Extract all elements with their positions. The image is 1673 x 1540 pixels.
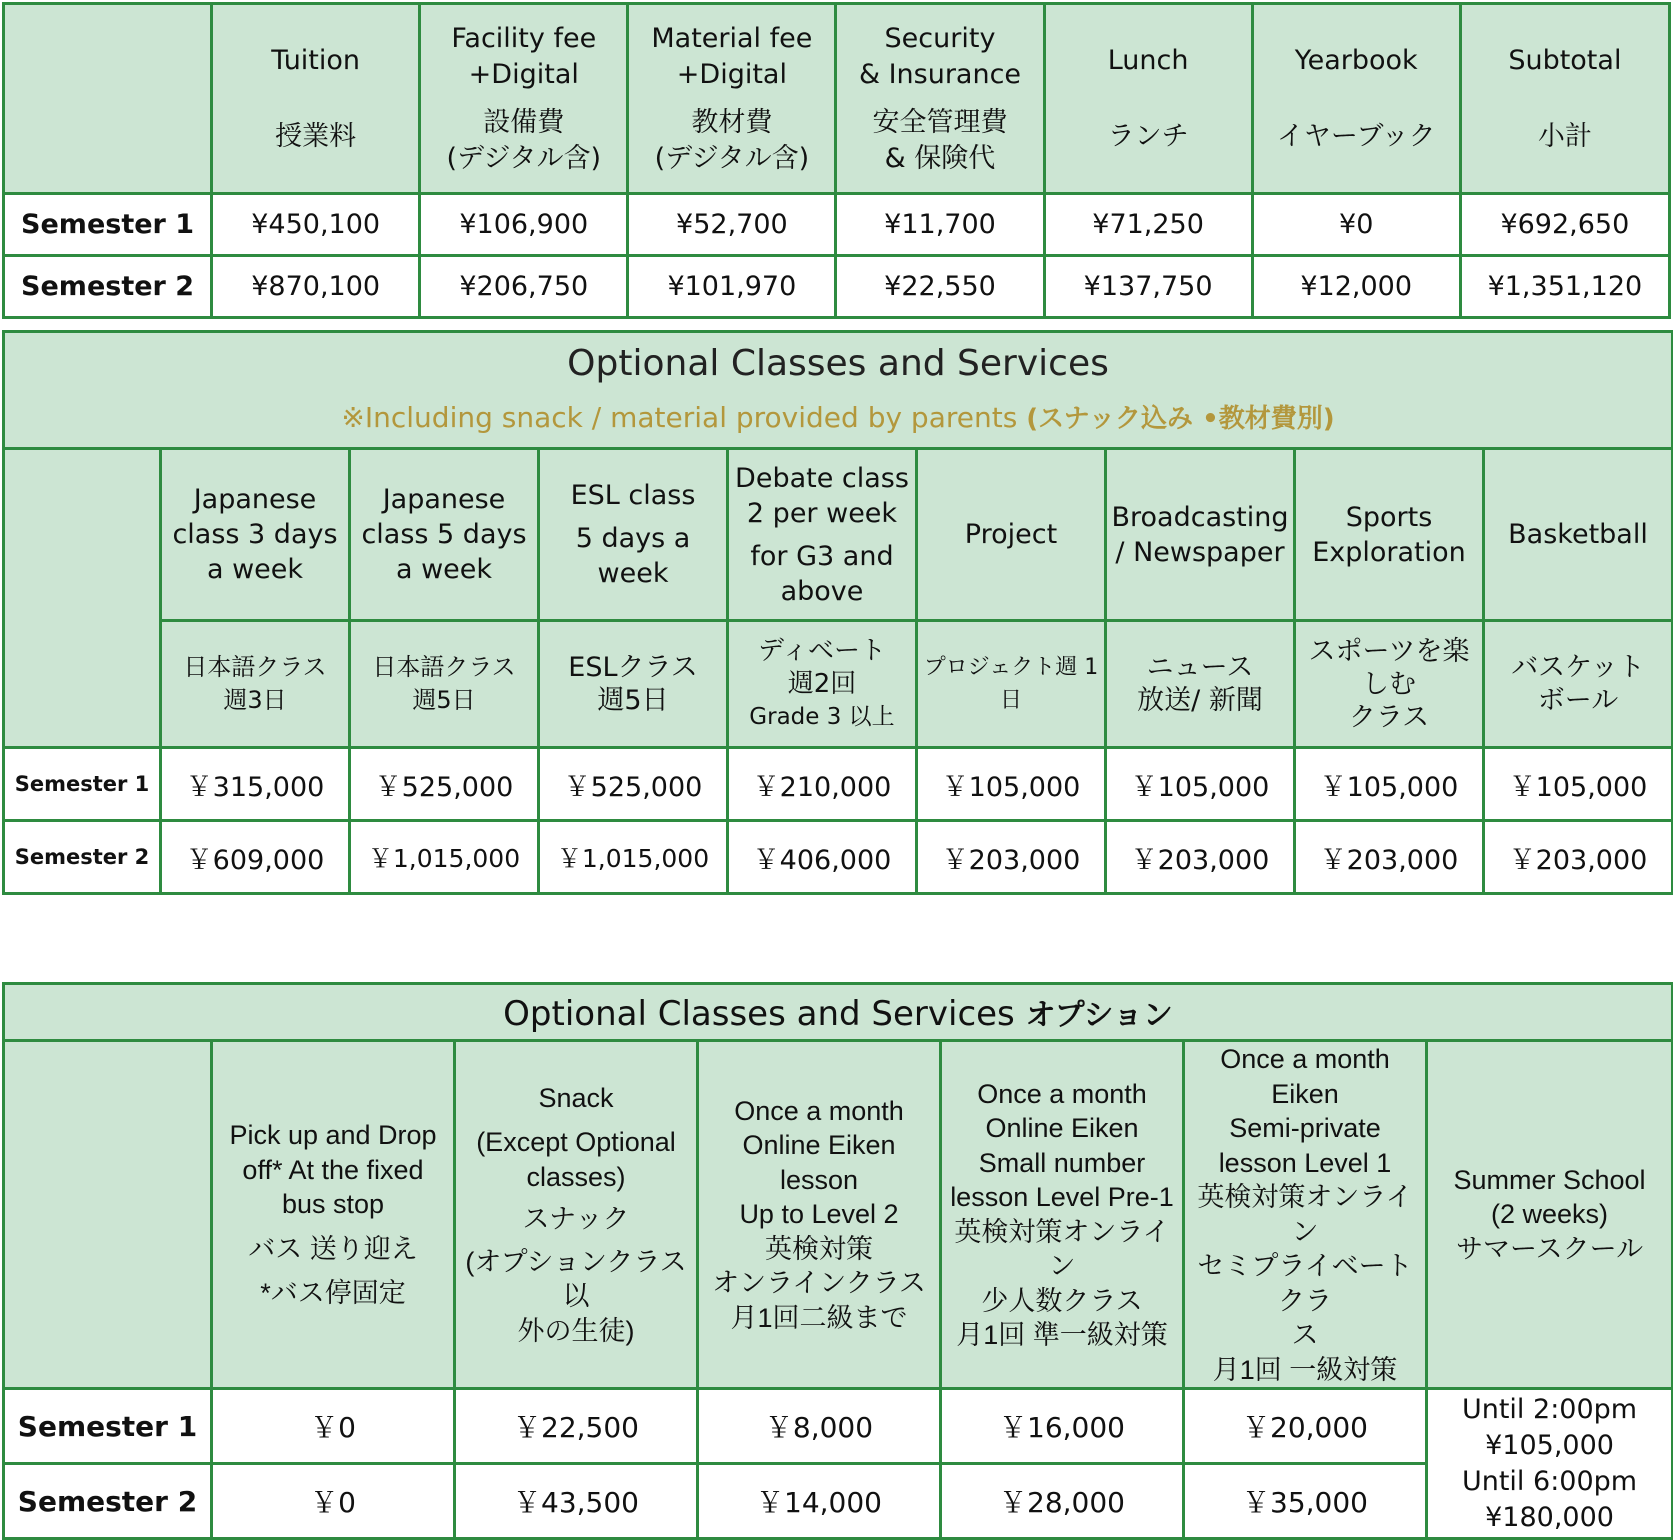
- header-line: セミプライベートクラ: [1197, 1251, 1413, 1316]
- fee-cell: ¥11,700: [836, 194, 1044, 256]
- price-cell: ￥525,000: [539, 748, 728, 821]
- summer-option-price: ¥180,000: [1485, 1501, 1614, 1533]
- column-header-facility-fee: [420, 4, 628, 194]
- price-cell: ￥0: [212, 1464, 455, 1539]
- section-note: [5, 396, 1671, 441]
- price-cell: ￥203,000: [1484, 821, 1673, 894]
- header-line: Online Eiken: [985, 1113, 1139, 1143]
- header-jp: イヤーブック: [1276, 120, 1436, 152]
- header-en: class 5 days: [361, 519, 527, 550]
- header-jp: 放送/ 新聞: [1137, 685, 1263, 716]
- column-header-bus-pickup: [212, 1041, 455, 1389]
- section-title-jp: オプション: [1025, 998, 1173, 1033]
- header-jp: (デジタル含): [446, 142, 601, 174]
- header-line: classes): [526, 1161, 626, 1192]
- price-cell: ￥1,015,000: [539, 821, 728, 894]
- row-label: Semester 2: [4, 256, 212, 318]
- header-line: Small number: [978, 1147, 1146, 1178]
- fee-cell: ¥137,750: [1044, 256, 1252, 318]
- summer-option-label: Until 6:00pm: [1461, 1465, 1638, 1497]
- column-header-jp: [1106, 621, 1295, 748]
- header-jp: 日本語クラス: [183, 653, 327, 681]
- header-en: Material fee: [651, 22, 813, 54]
- price-cell: ￥14,000: [698, 1464, 941, 1539]
- header-line: lesson: [779, 1164, 859, 1195]
- header-jp: 週3日: [223, 686, 287, 714]
- header-line: 少人数クラス: [981, 1285, 1143, 1316]
- header-en: a week: [395, 554, 493, 585]
- header-line: (Except Optional: [476, 1127, 676, 1158]
- header-en: +Digital: [676, 58, 787, 90]
- fee-cell: ¥206,750: [420, 256, 628, 318]
- fees-table: [2, 2, 1671, 319]
- header-en: Facility fee: [451, 22, 597, 54]
- header-jp: 安全管理費: [872, 106, 1008, 138]
- header-en: Lunch: [1107, 44, 1189, 76]
- header-en: / Newspaper: [1115, 536, 1285, 568]
- column-header-jp: [728, 621, 917, 748]
- fee-cell: ¥870,100: [212, 256, 420, 318]
- header-line: lesson Level Pre-1: [950, 1182, 1174, 1212]
- header-jp: 週2回: [787, 668, 857, 699]
- column-header-japanese-5: [350, 449, 539, 621]
- column-header-eiken-level-2: [698, 1041, 941, 1389]
- header-jp: ニュース: [1146, 652, 1254, 683]
- header-jp: Grade 3 以上: [749, 703, 895, 730]
- header-line: Once a month: [977, 1078, 1147, 1109]
- header-en: Debate class: [735, 462, 909, 494]
- row-label: Semester 2: [4, 1464, 212, 1539]
- header-en: Subtotal: [1508, 44, 1622, 76]
- header-en: +Digital: [468, 58, 579, 90]
- table-row: [4, 821, 1673, 894]
- fee-cell: ¥450,100: [212, 194, 420, 256]
- fee-cell: ¥101,970: [628, 256, 836, 318]
- subtotal-cell: ¥1,351,120: [1460, 256, 1669, 318]
- column-header-tuition: [212, 4, 420, 194]
- header-en: a week: [206, 554, 304, 585]
- column-header-yearbook: [1252, 4, 1460, 194]
- price-cell: ￥43,500: [455, 1464, 698, 1539]
- header-en: Japanese: [193, 484, 317, 515]
- header-line: lesson Level 1: [1218, 1147, 1392, 1178]
- section-title: Optional Classes and Services: [503, 994, 1015, 1034]
- header-en: & Insurance: [858, 58, 1022, 90]
- column-header-jp: [1484, 621, 1673, 748]
- note-jp: (スナック込み •教材費別): [1026, 403, 1335, 434]
- header-jp: しむ: [1362, 668, 1416, 700]
- price-cell: ￥105,000: [1484, 748, 1673, 821]
- price-cell: ￥8,000: [698, 1389, 941, 1464]
- header-line: 英検対策オンライン: [1197, 1182, 1413, 1247]
- price-cell: ￥35,000: [1184, 1464, 1427, 1539]
- header-line: Up to Level 2: [739, 1199, 899, 1230]
- note-en: ※Including snack / material provided by parents: [341, 400, 1018, 434]
- subtotal-cell: ¥692,650: [1460, 194, 1669, 256]
- row-label: Semester 2: [4, 821, 161, 894]
- corner-cell: [4, 4, 212, 194]
- column-header-sports: [1295, 449, 1484, 621]
- header-jp: (デジタル含): [654, 142, 810, 174]
- column-header-debate: [728, 449, 917, 621]
- optional-services-table: [2, 982, 1673, 1540]
- price-cell: ￥105,000: [1295, 748, 1484, 821]
- section-title-cell: [4, 332, 1673, 449]
- header-jp: 週5日: [597, 685, 669, 716]
- price-cell: ￥105,000: [1106, 748, 1295, 821]
- price-cell: ￥203,000: [917, 821, 1106, 894]
- header-jp: 小計: [1537, 120, 1592, 152]
- header-jp: 設備費: [483, 106, 565, 138]
- corner-cell: [4, 1041, 212, 1389]
- header-en: Project: [964, 519, 1058, 550]
- header-en: Exploration: [1312, 536, 1466, 568]
- column-header-jp: [1295, 621, 1484, 748]
- price-cell: ￥203,000: [1295, 821, 1484, 894]
- table-row: [4, 1389, 1673, 1464]
- header-line: Eiken: [1271, 1078, 1339, 1109]
- header-line: 月1回 一級対策: [1212, 1354, 1398, 1385]
- column-header-esl: [539, 449, 728, 621]
- header-en: 5 days a: [575, 523, 691, 554]
- header-line: 月1回 準一級対策: [956, 1320, 1168, 1350]
- header-en: 2 per week: [746, 497, 898, 529]
- price-cell: ￥28,000: [941, 1464, 1184, 1539]
- header-jp: ランチ: [1107, 120, 1189, 152]
- price-cell: ￥1,015,000: [350, 821, 539, 894]
- header-row-jp: [4, 621, 1673, 748]
- section-title-cell: [4, 984, 1673, 1041]
- price-cell: ￥406,000: [728, 821, 917, 894]
- column-header-project: [917, 449, 1106, 621]
- column-header-eiken-pre-1: [941, 1041, 1184, 1389]
- header-en: above: [780, 575, 864, 607]
- column-header-jp: [350, 621, 539, 748]
- price-cell: ￥22,500: [455, 1389, 698, 1464]
- table-row: [4, 194, 1670, 256]
- header-jp: 週5日: [412, 686, 476, 714]
- header-jp: スポーツを楽: [1308, 635, 1470, 667]
- header-line: Pick up and Drop: [229, 1120, 437, 1151]
- header-en: class 3 days: [172, 519, 338, 550]
- row-label: Semester 1: [4, 748, 161, 821]
- header-line: 外の生徒): [517, 1315, 635, 1346]
- header-en: Basketball: [1508, 519, 1648, 550]
- price-cell: ￥525,000: [350, 748, 539, 821]
- price-cell: ￥315,000: [161, 748, 350, 821]
- column-header-subtotal: [1460, 4, 1669, 194]
- column-header-material-fee: [628, 4, 836, 194]
- price-cell: ￥0: [212, 1389, 455, 1464]
- price-cell: ￥203,000: [1106, 821, 1295, 894]
- header-jp: ディベート: [758, 635, 886, 666]
- header-jp: クラス: [1348, 701, 1430, 733]
- column-header-basketball: [1484, 449, 1673, 621]
- header-line: Summer School: [1453, 1164, 1646, 1195]
- price-cell: ￥609,000: [161, 821, 350, 894]
- header-jp: 授業料: [275, 120, 357, 152]
- header-en: for G3 and: [750, 540, 894, 572]
- header-jp: 日: [999, 688, 1022, 713]
- header-jp: 教材費: [691, 106, 773, 138]
- header-line: オンラインクラス: [712, 1268, 926, 1299]
- price-cell: ￥210,000: [728, 748, 917, 821]
- row-label: Semester 1: [4, 194, 212, 256]
- corner-cell: [4, 449, 161, 748]
- header-en: Japanese: [382, 484, 506, 515]
- header-jp: & 保険代: [884, 142, 996, 174]
- header-line: 英検対策: [765, 1233, 873, 1264]
- fee-cell: ¥12,000: [1252, 256, 1460, 318]
- column-header-security-insurance: [836, 4, 1044, 194]
- header-jp: ESLクラス: [568, 652, 698, 683]
- header-line: 英検対策オンライン: [954, 1216, 1170, 1281]
- header-line: バス 送り迎え: [248, 1233, 418, 1264]
- header-jp: ボール: [1537, 685, 1619, 716]
- header-row: [4, 1041, 1673, 1389]
- column-header-summer-school: [1427, 1041, 1673, 1389]
- column-header-japanese-3: [161, 449, 350, 621]
- header-en: Yearbook: [1294, 44, 1418, 76]
- header-en: Sports: [1345, 501, 1433, 533]
- header-jp: プロジェクト週 1: [923, 655, 1099, 680]
- header-line: Snack: [538, 1082, 614, 1113]
- column-header-jp: [917, 621, 1106, 748]
- header-en: Broadcasting: [1111, 501, 1289, 533]
- header-line: Once a month: [1220, 1044, 1390, 1074]
- header-line: (オプションクラス以: [465, 1246, 687, 1312]
- header-line: ス: [1291, 1320, 1319, 1350]
- column-header-snack: [455, 1041, 698, 1389]
- price-cell: ￥16,000: [941, 1389, 1184, 1464]
- header-line: Online Eiken: [742, 1130, 896, 1161]
- column-header-eiken-level-1: [1184, 1041, 1427, 1389]
- summer-option-price: ¥105,000: [1485, 1429, 1614, 1461]
- fee-cell: ¥22,550: [836, 256, 1044, 318]
- summer-option-label: Until 2:00pm: [1461, 1393, 1638, 1425]
- header-line: bus stop: [281, 1189, 385, 1220]
- header-jp: 日本語クラス: [372, 653, 516, 681]
- table-row: [4, 256, 1670, 318]
- header-line: 月1回二級まで: [730, 1302, 908, 1333]
- price-cell: ￥105,000: [917, 748, 1106, 821]
- header-line: *バス停固定: [260, 1278, 406, 1309]
- header-line: Semi-private: [1229, 1113, 1381, 1143]
- fee-cell: ¥106,900: [420, 194, 628, 256]
- header-line: Once a month: [734, 1095, 904, 1126]
- column-header-lunch: [1044, 4, 1252, 194]
- header-line: サマースクール: [1455, 1233, 1644, 1264]
- header-en: week: [597, 558, 669, 589]
- fees-header-row: [4, 4, 1670, 194]
- header-jp: バスケット: [1511, 652, 1645, 683]
- column-header-jp: [161, 621, 350, 748]
- column-header-jp: [539, 621, 728, 748]
- fee-cell: ¥0: [1252, 194, 1460, 256]
- section-title: Optional Classes and Services: [567, 342, 1109, 384]
- table-row: [4, 748, 1673, 821]
- header-en: Tuition: [271, 44, 361, 76]
- optional-classes-table: [2, 330, 1673, 895]
- price-cell: ￥20,000: [1184, 1389, 1427, 1464]
- header-line: (2 weeks): [1491, 1199, 1609, 1230]
- header-row-en: [4, 449, 1673, 621]
- fee-cell: ¥71,250: [1044, 194, 1252, 256]
- table-row: [4, 1464, 1673, 1539]
- summer-school-prices: [1427, 1389, 1673, 1539]
- header-en: ESL class: [570, 480, 696, 511]
- header-line: off* At the fixed: [242, 1154, 424, 1185]
- fee-cell: ¥52,700: [628, 194, 836, 256]
- header-line: スナック: [522, 1204, 630, 1235]
- header-en: Security: [884, 22, 996, 54]
- row-label: Semester 1: [4, 1389, 212, 1464]
- column-header-broadcasting: [1106, 449, 1295, 621]
